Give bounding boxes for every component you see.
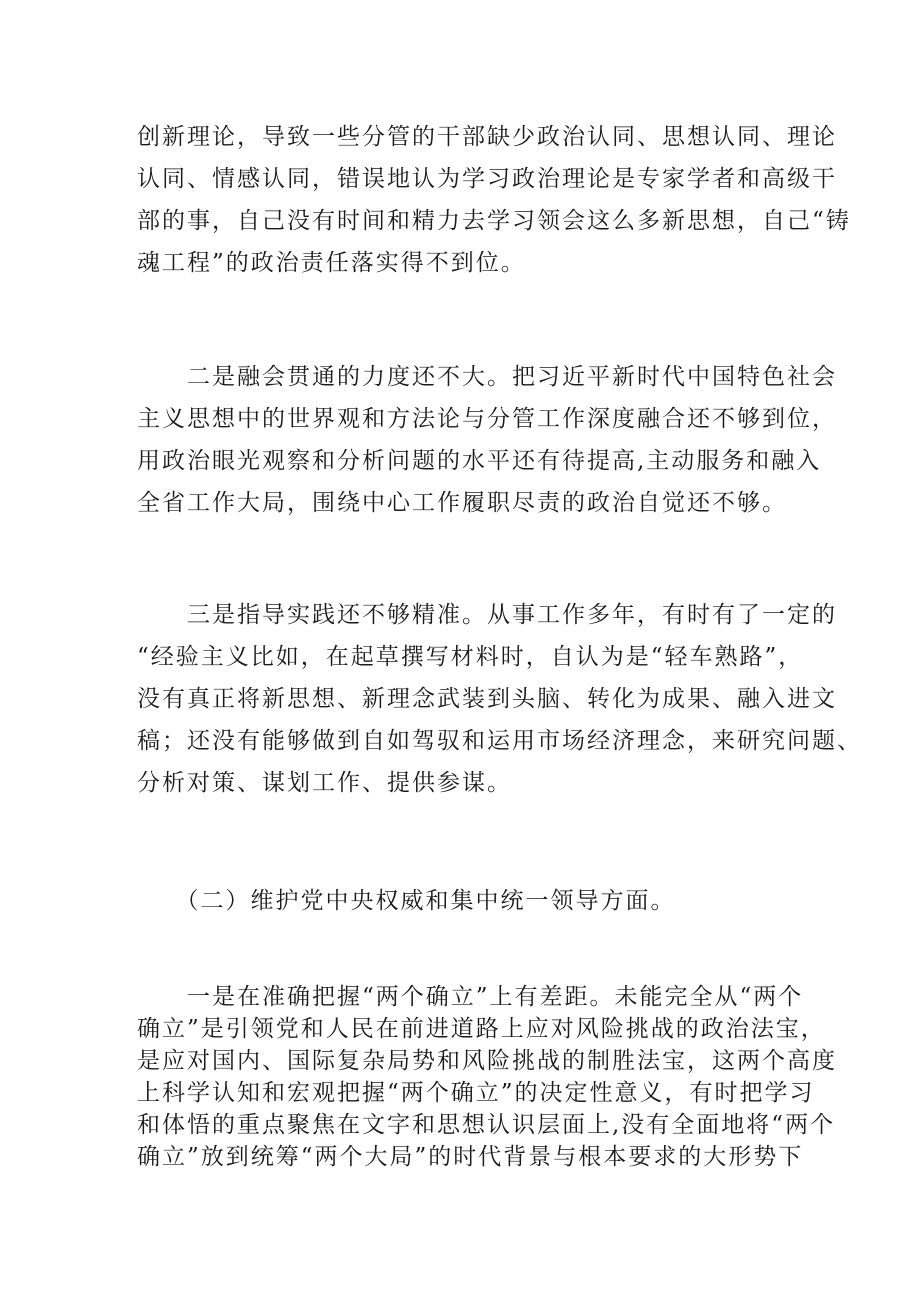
text-line: 认同、情感认同，错误地认为学习政治理论是专家学者和高级干 [137, 166, 837, 192]
text-line: 魂工程”的政治责任落实得不到位。 [137, 250, 526, 276]
text-line: “经验主义比如，在起草撰写材料时，自认为是“轻车熟路”， [137, 644, 804, 670]
text-line: 用政治眼光观察和分析问题的水平还有待提高,主动服务和融入 [137, 448, 822, 474]
text-line: 确立”是引领党和人民在前进道路上应对风险挑战的政治法宝， [137, 1016, 826, 1042]
text-line: 全省工作大局，围绕中心工作履职尽责的政治自觉还不够。 [137, 490, 787, 516]
text-line: 没有真正将新思想、新理念武装到头脑、转化为成果、融入进文 [137, 686, 837, 712]
text-line: 二是融会贯通的力度还不大。把习近平新时代中国特色社会 [137, 364, 837, 390]
text-line: 确立”放到统筹“两个大局”的时代背景与根本要求的大形势下 [137, 1144, 804, 1170]
paragraph-3 [137, 594, 862, 804]
text-line: 稿；还没有能够做到自如驾驭和运用市场经济理念，来研究问题、 [137, 728, 862, 754]
paragraph-2 [137, 356, 837, 524]
text-line: 部的事，自己没有时间和精力去学习领会这么多新思想，自己“铸 [137, 208, 851, 234]
text-line: 是应对国内、国际复杂局势和风险挑战的制胜法宝，这两个高度 [137, 1048, 837, 1074]
text-line: 上科学认知和宏观把握“两个确立”的决定性意义，有时把学习 [137, 1080, 815, 1106]
text-line: 分析对策、谋划工作、提供参谋。 [137, 770, 512, 796]
text-line: 创新理论，导致一些分管的干部缺少政治认同、思想认同、理论 [137, 124, 837, 150]
paragraph-1 [137, 116, 851, 284]
text-line: 主义思想中的世界观和方法论与分管工作深度融合还不够到位， [137, 406, 837, 432]
text-line: 三是指导实践还不够精准。从事工作多年，有时有了一定的 [137, 602, 837, 628]
text-line: 和体悟的重点聚焦在文字和思想认识层面上,没有全面地将“两个 [137, 1112, 836, 1138]
section-heading [137, 880, 797, 922]
heading-line: （二）维护党中央权威和集中统一领导方面。 [137, 888, 676, 914]
paragraph-5 [137, 981, 837, 1173]
text-line: 一是在准确把握“两个确立”上有差距。未能完全从“两个 [137, 984, 804, 1010]
